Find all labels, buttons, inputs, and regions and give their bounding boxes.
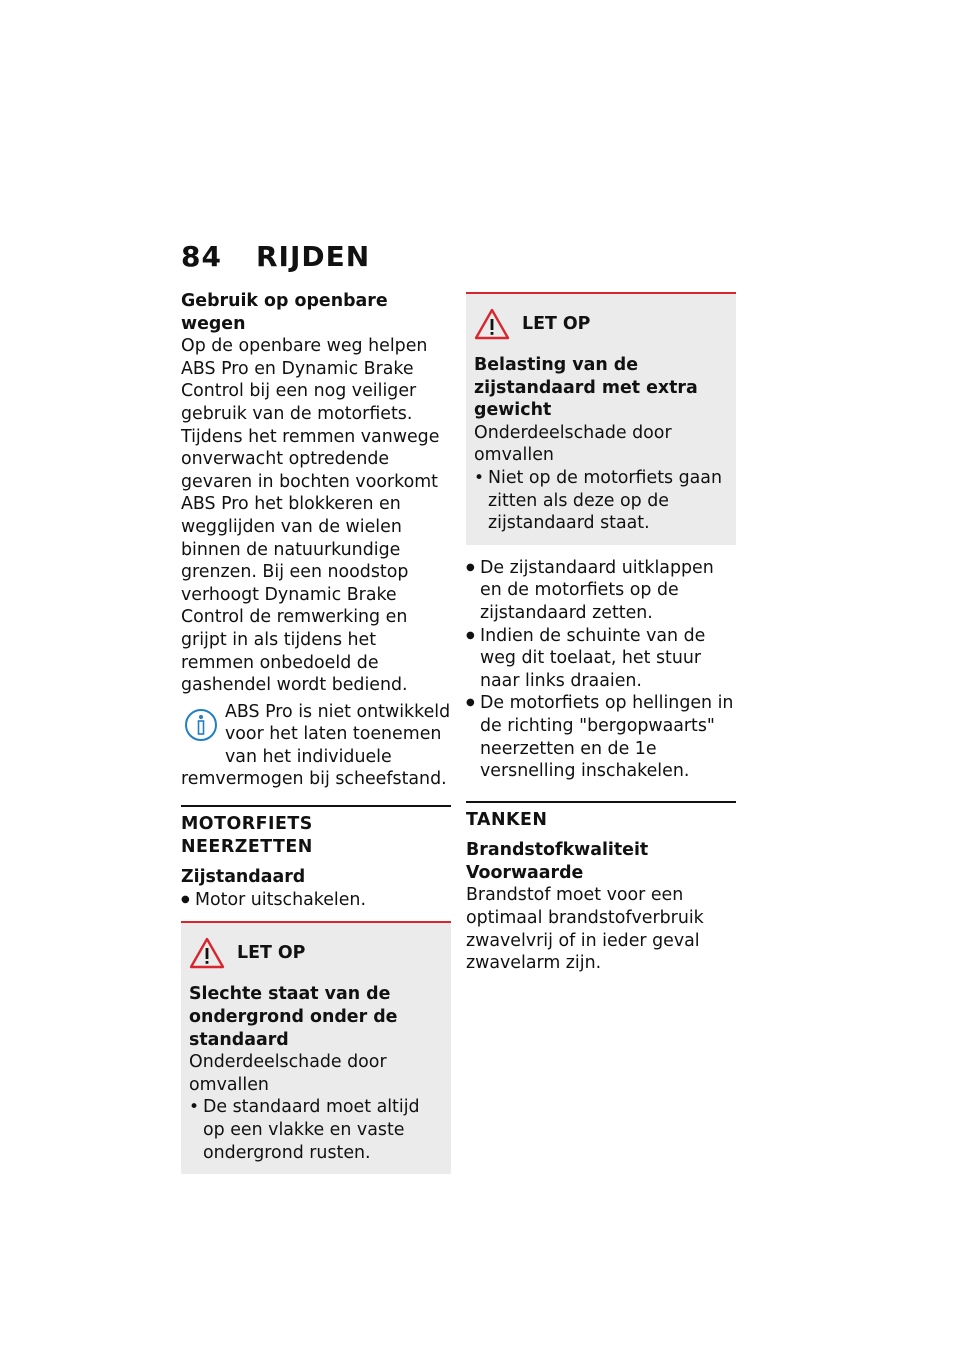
warning-text: Onderdeelschade door omvallen (189, 1052, 387, 1095)
bullet-list (466, 557, 736, 783)
warning-triangle-icon (189, 936, 225, 970)
list-item: ● De zijstandaard uitklappen en de motorfiets op de zijstandaard zetten. (466, 557, 736, 625)
paragraph-fuel: Brandstof moet voor een optimaal brandstofverbruik zwavelvrij of in ieder geval zwavelarm zijn. (466, 885, 704, 974)
page-header (181, 240, 370, 273)
section-title-parking: MOTORFIETS NEERZETTEN (181, 814, 313, 857)
subheading-precondition: Voorwaarde (466, 862, 584, 883)
right-column (466, 290, 736, 975)
subheading-fuel-quality: Brandstofkwaliteit (466, 840, 649, 861)
left-column (181, 290, 451, 1174)
list-item: ● Indien de schuinte van de weg dit toelaat, het stuur naar links draaien. (466, 625, 736, 693)
bullet-list (181, 889, 451, 912)
warning-label: LET OP (522, 313, 591, 334)
warning-title: Slechte staat van de ondergrond onder de standaard (189, 984, 398, 1050)
info-note (181, 701, 451, 791)
warning-box (466, 292, 736, 545)
warning-title: Belasting van de zijstandaard met extra gewicht (474, 355, 698, 421)
warning-bullets (474, 467, 728, 535)
section-divider (181, 805, 451, 807)
list-item: • Niet op de motorfiets gaan zitten als deze op de zijstandaard staat. (474, 467, 728, 535)
section-heading: RIJDEN (255, 240, 371, 273)
warning-header (474, 304, 728, 344)
warning-triangle-icon (474, 307, 510, 341)
info-note-text: ABS Pro is niet ontwikkeld voor het laten toenemen van het individuele remvermogen bij scheefstand. (181, 701, 451, 790)
list-item: ● De motorfiets op hellingen in de richting "bergopwaarts" neerzetten en de 1e versnelling inschakelen. (466, 692, 736, 782)
warning-bullets (189, 1096, 443, 1164)
warning-box (181, 921, 451, 1174)
page-number: 84 (181, 240, 222, 273)
warning-header (189, 933, 443, 973)
list-item: ● Motor uitschakelen. (181, 889, 451, 912)
section-divider (466, 801, 736, 803)
list-item: • De standaard moet altijd op een vlakke en vaste ondergrond rusten. (189, 1096, 443, 1164)
info-icon (181, 703, 221, 747)
section-title-fuel: TANKEN (466, 809, 548, 830)
warning-text: Onderdeelschade door omvallen (474, 422, 672, 466)
subheading-public-roads: Gebruik op openbare wegen (181, 291, 388, 334)
subheading-side-stand: Zijstandaard (181, 867, 306, 888)
warning-label: LET OP (237, 943, 306, 964)
paragraph-abs: Op de openbare weg helpen ABS Pro en Dynamic Brake Control bij een nog veiliger gebruik van de motorfiets. Tijdens het remmen vanwege onverwacht optredende gevaren in bochten voorkomt ABS Pro het blokkeren en wegglijden van de wielen binnen de natuurkundige grenzen. Bij een noodstop verhoogt Dynamic Brake Control de remwerking en grijpt in als tijdens het remmen onbedoeld de gashendel wordt bediend. (181, 336, 440, 696)
